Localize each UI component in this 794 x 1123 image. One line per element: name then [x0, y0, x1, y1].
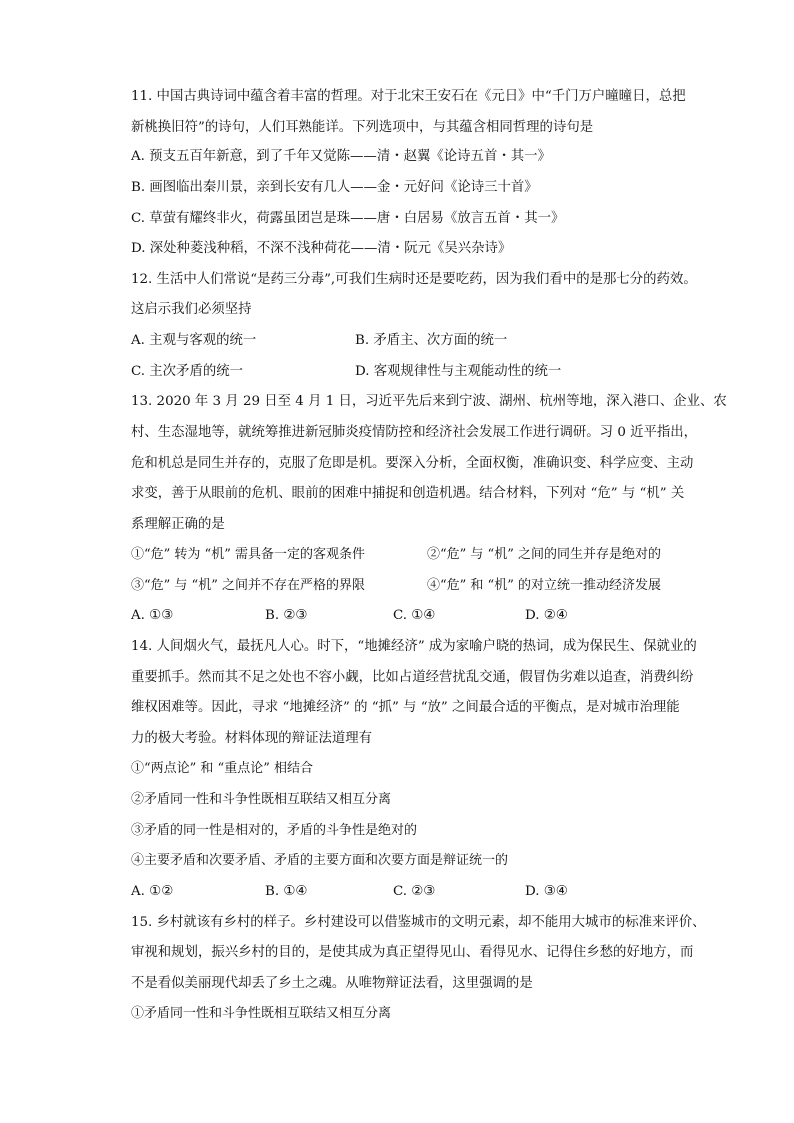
q13-stem-line-1: 13. 2020 年 3 月 29 日至 4 月 1 日，习近平先后来到宁波、湖州、杭州等地，深入港口、企业、农: [131, 394, 727, 409]
q14-option-d: D. ③④: [525, 884, 568, 899]
q13-option-c: C. ①④: [393, 608, 436, 623]
q14-option-a: A. ①②: [131, 884, 174, 899]
q14-item-2: ②矛盾同一性和斗争性既相互联结又相互分离: [131, 792, 392, 807]
q12-option-a: A. 主观与客观的统一: [131, 333, 257, 348]
q13-stem-line-5: 系理解正确的是: [131, 517, 225, 532]
q14-stem-line-3: 维权困难等。因此，寻求 “地摊经济” 的 “抓” 与 “放” 之间最合适的平衡点，是对城市治理能: [131, 700, 680, 715]
q15-stem-line-3: 不是看似美丽现代却丢了乡土之魂。从唯物辩证法看，这里强调的是: [131, 976, 533, 991]
q14-stem-line-4: 力的极大考验。材料体现的辩证法道理有: [131, 731, 373, 746]
q13-stem-line-4: 求变，善于从眼前的危机、眼前的困难中捕捉和创造机遇。结合材料，下列对 “危” 与 “机” 关: [131, 486, 685, 501]
q12-stem-line-2: 这启示我们必须坚持: [131, 302, 252, 317]
q14-item-4: ④主要矛盾和次要矛盾、矛盾的主要方面和次要方面是辩证统一的: [131, 853, 509, 868]
q11-stem-line-2: 新桃换旧符”的诗句，人们耳熟能详。下列选项中，与其蕴含相同哲理的诗句是: [131, 120, 594, 135]
q11-option-d: D. 深处种菱浅种稻，不深不浅种荷花——清・阮元《吴兴杂诗》: [131, 241, 512, 256]
q13-item-1: ①“危” 转为 “机” 需具备一定的客观条件: [131, 547, 365, 562]
q12-option-b: B. 矛盾主、次方面的统一: [355, 333, 508, 348]
q12-option-d: D. 客观规律性与主观能动性的统一: [355, 364, 562, 379]
q12-stem-line-1: 12. 生活中人们常说“是药三分毒”,可我们生病时还是要吃药，因为我们看中的是那七分的药效。: [131, 272, 697, 287]
q14-stem-line-1: 14. 人间烟火气，最抚凡人心。时下，“地摊经济” 成为家喻户晓的热词，成为保民生、保就业的: [131, 639, 697, 654]
q11-stem-line-1: 11. 中国古典诗词中蕴含着丰富的哲理。对于北宋王安石在《元日》中“千门万户曈曈日，总把: [131, 89, 686, 104]
q13-item-3: ③“危” 与 “机” 之间并不存在严格的界限: [131, 578, 365, 593]
q15-item-1: ①矛盾同一性和斗争性既相互联结又相互分离: [131, 1006, 392, 1021]
q12-option-c: C. 主次矛盾的统一: [131, 364, 244, 379]
q13-option-b: B. ②③: [265, 608, 308, 623]
q14-option-b: B. ①④: [265, 884, 308, 899]
q15-stem-line-1: 15. 乡村就该有乡村的样子。乡村建设可以借鉴城市的文明元素，却不能用大城市的标准来评价、: [131, 915, 706, 930]
q13-option-d: D. ②④: [525, 608, 568, 623]
q11-option-b: B. 画图临出秦川景，亲到长安有几人——金・元好问《论诗三十首》: [131, 180, 538, 195]
q14-item-3: ③矛盾的同一性是相对的，矛盾的斗争性是绝对的: [131, 823, 418, 838]
q14-option-c: C. ②③: [393, 884, 436, 899]
q13-option-a: A. ①③: [131, 608, 174, 623]
q13-item-2: ②“危” 与 “机” 之间的同生并存是绝对的: [427, 547, 661, 562]
q13-item-4: ④“危” 和 “机” 的对立统一推动经济发展: [427, 578, 661, 593]
q11-option-c: C. 草萤有耀终非火，荷露虽团岂是珠——唐・白居易《放言五首・其一》: [131, 211, 565, 226]
q14-item-1: ①“两点论” 和 “重点论” 相结合: [131, 761, 313, 776]
q15-stem-line-2: 审视和规划，振兴乡村的目的，是使其成为真正望得见山、看得见水、记得住乡愁的好地方，而: [131, 945, 694, 960]
q13-stem-line-2: 村、生态湿地等，就统筹推进新冠肺炎疫情防控和经济社会发展工作进行调研。习 0 近平指出，: [131, 425, 698, 440]
q11-option-a: A. 预支五百年新意，到了千年又觉陈——清・赵翼《论诗五首・其一》: [131, 149, 551, 164]
q13-stem-line-3: 危和机总是同生并存的，克服了危即是机。要深入分析，全面权衡，准确识变、科学应变、主动: [131, 456, 694, 471]
q14-stem-line-2: 重要抓手。然而其不足之处也不容小觑，比如占道经营扰乱交通，假冒伪劣难以追查，消费纠纷: [131, 670, 694, 685]
